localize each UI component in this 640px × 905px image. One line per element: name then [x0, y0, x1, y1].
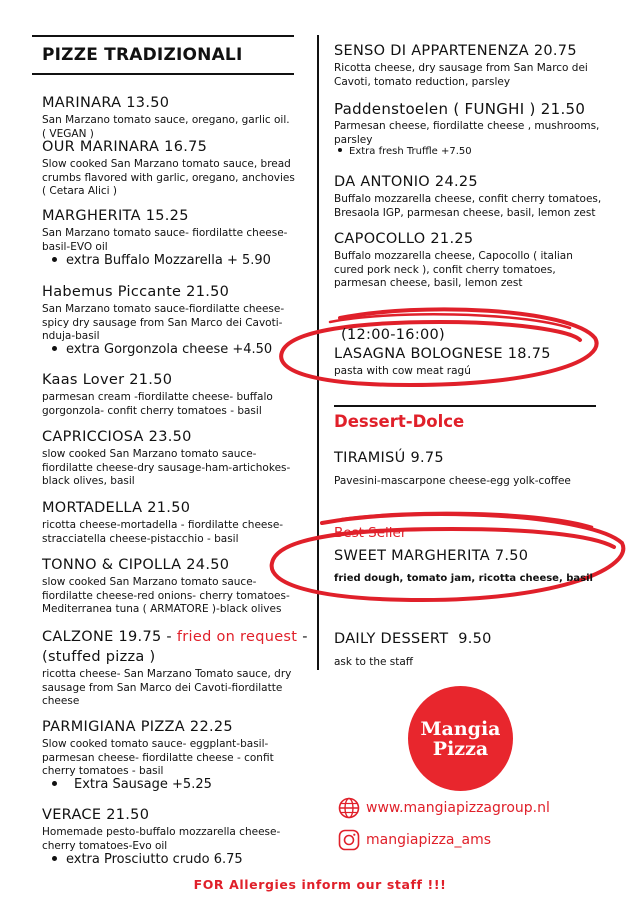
menu-item-lasagna [334, 346, 604, 379]
item-name: Paddenstoelen ( FUNGHI ) 21.50 [334, 100, 586, 118]
item-name: TONNO & CIPOLLA 24.50 [42, 557, 230, 573]
extra-label: Extra fresh Truffle +7.50 [349, 146, 472, 157]
item-name: Kaas Lover 21.50 [42, 372, 173, 388]
item-name: CAPRICCIOSA 23.50 [42, 429, 192, 445]
item-desc: ricotta cheese-mortadella - fiordilatte cheese- stracciatella cheese-pistacchio - basil [42, 519, 284, 545]
item-name: SENSO DI APPARTENENZA 20.75 [334, 43, 577, 59]
item-name: VERACE 21.50 [42, 807, 150, 823]
extra-option [338, 146, 472, 157]
item-name: SWEET MARGHERITA 7.50 [334, 548, 529, 564]
item-name: Habemus Piccante 21.50 [42, 284, 230, 300]
item-desc: slow cooked San Marzano tomato sauce- fiordilatte cheese-dry sausage-ham-artichokes- black olives, basil [42, 448, 291, 487]
calzone-name-tail: - [297, 629, 308, 645]
item-name [42, 629, 312, 646]
item-desc: Buffalo mozzarella cheese, confit cherry tomatoes, Bresaola IGP, parmesan cheese, basil, lemon zest [334, 193, 602, 219]
extra-option [52, 253, 271, 268]
menu-item-senso [334, 43, 604, 89]
instagram-link[interactable] [338, 829, 491, 851]
menu-item-capricciosa [42, 429, 307, 489]
item-name: DA ANTONIO 24.25 [334, 174, 478, 190]
dessert-title: Dessert-Dolce [334, 412, 465, 431]
menu-item-sweet-margherita [334, 548, 609, 586]
item-desc: pasta with cow meat ragú [334, 365, 471, 377]
menu-item-our-marinara [42, 139, 307, 199]
item-desc: ricotta cheese- San Marzano Tomato sauce, dry sausage from San Marco dei Cavoti-fiordilatte cheese [42, 668, 292, 707]
globe-icon [338, 797, 360, 819]
menu-item-kaas-lover [42, 372, 307, 418]
item-desc: ask to the staff [334, 656, 414, 668]
item-name: OUR MARINARA 16.75 [42, 139, 208, 155]
top-rule-left [32, 35, 294, 37]
item-desc: fried dough, tomato jam, ricotta cheese, basil [334, 573, 593, 584]
extra-option [52, 342, 272, 357]
item-desc: parmesan cream -fiordilatte cheese- buffalo gorgonzola- confit cherry tomatoes - basil [42, 391, 273, 417]
logo-line1: Mangia [420, 717, 501, 740]
item-name: DAILY DESSERT 9.50 [334, 631, 492, 647]
item-name: MARINARA 13.50 [42, 95, 170, 111]
lasagna-time: (12:00-16:00) [341, 327, 446, 343]
section-title-pizze: PIZZE TRADIZIONALI [42, 45, 243, 65]
item-name: LASAGNA BOLOGNESE 18.75 [334, 346, 551, 362]
item-name: PARMIGIANA PIZZA 22.25 [42, 719, 233, 735]
menu-item-habemus [42, 284, 307, 344]
menu-item-tiramisu [334, 450, 604, 489]
best-seller-label: Best Seller [334, 525, 407, 541]
mangia-pizza-logo [408, 686, 513, 791]
title-rule [32, 73, 294, 75]
calzone-name: CALZONE 19.75 - [42, 629, 177, 645]
website-link[interactable] [338, 797, 550, 819]
bullet-icon [52, 257, 57, 262]
menu-item-parmigiana [42, 719, 307, 779]
menu-item-capocollo [334, 231, 604, 291]
item-desc: slow cooked San Marzano tomato sauce- fiordilatte cheese-red onions- cherry tomatoes- Mediterranea tuna ( ARMATORE )-black olives [42, 576, 290, 615]
menu-item-calzone [42, 629, 312, 709]
allergy-footer: FOR Allergies inform our staff !!! [193, 877, 447, 892]
instagram-icon [338, 829, 360, 851]
menu-item-daily-dessert [334, 631, 604, 670]
dessert-top-rule [334, 405, 596, 407]
extra-label: extra Gorgonzola cheese +4.50 [66, 342, 273, 357]
menu-item-margherita [42, 208, 307, 254]
bullet-icon [338, 148, 342, 152]
fried-on-request: fried on request [176, 629, 298, 645]
item-name: MARGHERITA 15.25 [42, 208, 189, 224]
item-desc: Ricotta cheese, dry sausage from San Marco dei Cavoti, tomato reduction, parsley [334, 62, 588, 88]
item-desc: San Marzano tomato sauce, oregano, garlic oil. ( VEGAN ) [42, 114, 290, 140]
extra-label: extra Buffalo Mozzarella + 5.90 [66, 253, 271, 268]
item-desc: Homemade pesto-buffalo mozzarella cheese- cherry tomatoes-Evo oil [42, 826, 281, 852]
menu-item-paddenstoelen [334, 101, 604, 147]
extra-label: Extra Sausage +5.25 [74, 777, 212, 792]
instagram-text[interactable]: mangiapizza_ams [366, 832, 492, 848]
item-desc: Slow cooked San Marzano tomato sauce, bread crumbs flavored with garlic, oregano, anchovies ( Cetara Alici ) [42, 158, 295, 197]
item-desc: Pavesini-mascarpone cheese-egg yolk-coffee [334, 475, 571, 487]
item-desc: Slow cooked tomato sauce- eggplant-basil- parmesan cheese- fiordilatte cheese - confit cherry tomatoes - basil [42, 738, 274, 777]
item-desc: San Marzano tomato sauce-fiordilatte cheese- spicy dry sausage from San Marco dei Cavoti- nduja-basil [42, 303, 285, 342]
bullet-icon [52, 346, 57, 351]
item-name: TIRAMISÚ 9.75 [334, 450, 444, 466]
extra-label: extra Prosciutto crudo 6.75 [66, 852, 243, 867]
item-desc: Parmesan cheese, fiordilatte cheese , mushrooms, parsley [334, 120, 600, 146]
logo-line2: Pizza [432, 737, 489, 760]
item-desc: Buffalo mozzarella cheese, Capocollo ( italian cured pork neck ), confit cherry tomatoes, parmesan cheese, basil, lemon zest [334, 250, 573, 289]
menu-item-marinara [42, 95, 307, 141]
menu-item-da-antonio [334, 174, 609, 220]
menu-item-verace [42, 807, 307, 853]
item-name-sub: (stuffed pizza ) [42, 649, 156, 665]
bullet-icon [52, 856, 57, 861]
item-name: MORTADELLA 21.50 [42, 500, 191, 516]
extra-option [52, 852, 243, 867]
bullet-icon [52, 781, 57, 786]
item-name: CAPOCOLLO 21.25 [334, 231, 474, 247]
extra-option [52, 777, 212, 792]
item-desc: San Marzano tomato sauce- fiordilatte cheese- basil-EVO oil [42, 227, 288, 253]
website-text[interactable]: www.mangiapizzagroup.nl [366, 800, 550, 816]
